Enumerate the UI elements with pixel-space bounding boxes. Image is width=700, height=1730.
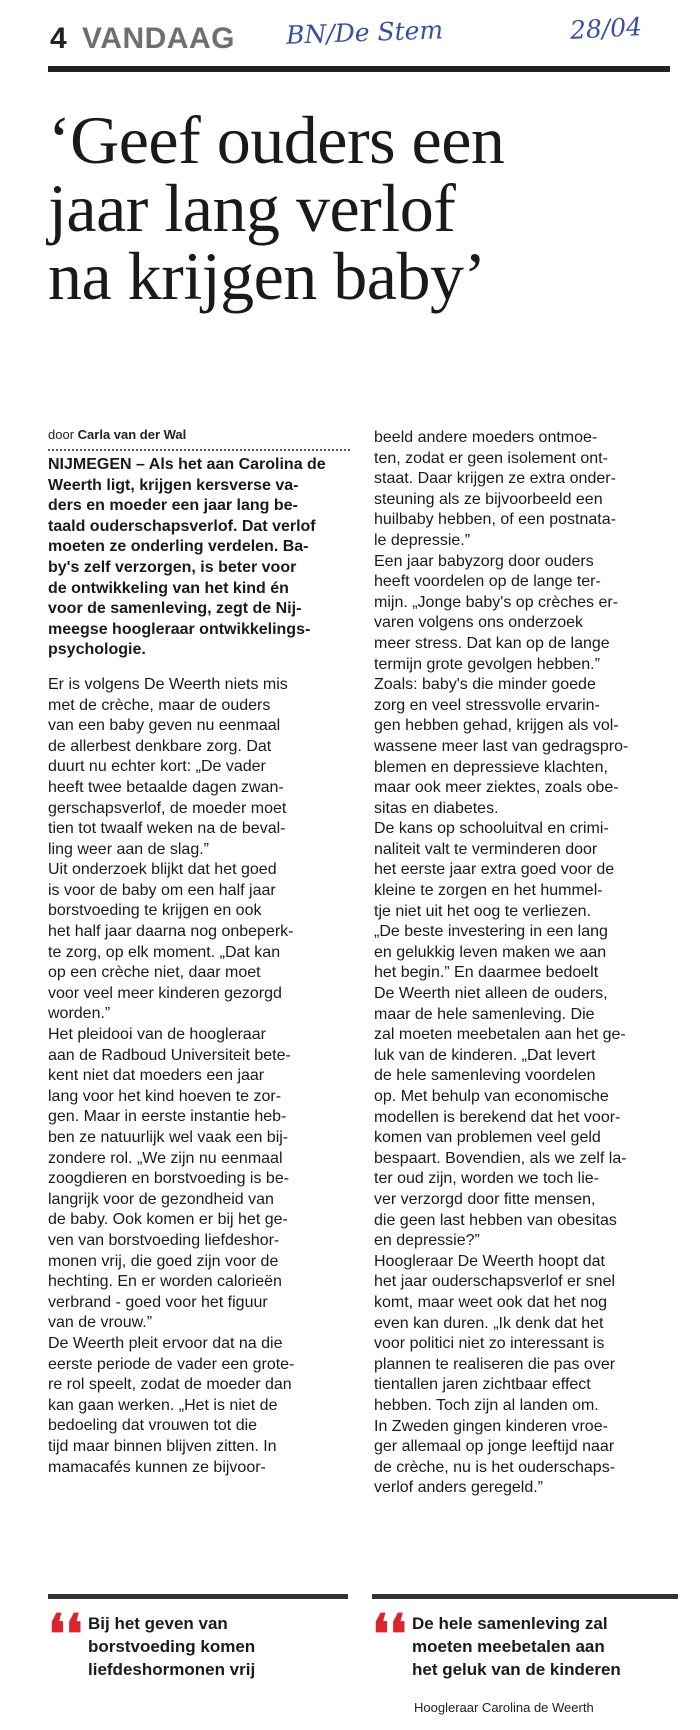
text-line: verbrand - goed voor het figuur <box>48 1293 268 1311</box>
text-line: beeld andere moeders ontmoe- <box>374 429 598 446</box>
pullquote-line: borstvoeding komen <box>88 1637 256 1656</box>
text-line: kent niet dat moeders een jaar <box>48 1067 265 1085</box>
text-line: sitas en diabetes. <box>374 799 499 817</box>
text-line: blemen en depressieve klachten, <box>374 758 608 776</box>
text-line: bedoeling dat vrouwen tot die <box>48 1417 258 1435</box>
text-line: voor politici niet zo interessant is <box>374 1335 605 1353</box>
page-number: 4 <box>50 22 67 55</box>
byline <box>48 427 186 442</box>
headline-line: ‘Geef ouders een <box>48 102 505 178</box>
text-line: mamacafés kunnen ze bijvoor- <box>48 1458 266 1476</box>
text-line: lang voor het kind hoeven te zor- <box>48 1087 282 1105</box>
text-line: tijd maar binnen blijven zitten. In <box>48 1437 277 1455</box>
text-line: langrijk voor de gezondheid van <box>48 1190 274 1208</box>
text-line: taald ouderschapsverlof. Dat verlof <box>48 517 316 535</box>
text-line: modellen is berekend dat het voor- <box>374 1108 621 1126</box>
pullquote-rule-left <box>48 1594 348 1599</box>
text-line: meegse hoogleraar ontwikkelings- <box>48 620 311 638</box>
quote-mark-icon: ❛❛ <box>372 1605 407 1665</box>
text-line: Er is volgens De Weerth niets mis <box>48 675 288 693</box>
text-line: bespaart. Bovendien, als we zelf la- <box>374 1149 627 1167</box>
text-line: borstvoeding te krijgen en ook <box>48 902 262 920</box>
paragraph-gap <box>48 661 358 675</box>
text-line: de baby. Ook komen er bij het ge- <box>48 1211 288 1229</box>
pullquote-line: het geluk van de kinderen <box>412 1660 621 1679</box>
text-line: staat. Daar krijgen ze extra onder- <box>374 470 616 488</box>
text-line: heeft voordelen op de lange ter- <box>374 573 601 591</box>
text-line: hebben. Toch zijn al landen om. <box>374 1396 599 1414</box>
pullquote-line: moeten meebetalen aan <box>412 1637 605 1656</box>
text-line: ger allemaal op jonge leeftijd naar <box>374 1438 615 1456</box>
text-line: wassene meer last van gedragspro- <box>374 737 629 755</box>
text-line: In Zweden gingen kinderen vroe- <box>374 1417 608 1435</box>
headline-line: jaar lang verlof <box>48 170 456 246</box>
text-line: met de crèche, maar de ouders <box>48 696 271 714</box>
text-line: gerschapsverlof, de moeder moet <box>48 799 287 817</box>
text-line: tientallen jaren zichtbaar effect <box>374 1376 591 1394</box>
section-name: VANDAAG <box>82 22 235 55</box>
text-line: ling weer aan de slag.” <box>48 840 209 858</box>
text-line: psychologie. <box>48 641 146 659</box>
pullquote-left <box>48 1605 348 1714</box>
text-line: steuning als ze bijvoorbeeld een <box>374 490 603 508</box>
text-line: voor veel meer kinderen gezorgd <box>48 984 282 1002</box>
pullquote-line: De hele samenleving zal <box>412 1614 608 1633</box>
quote-mark-icon: ❛❛ <box>48 1605 83 1665</box>
text-line: Uit onderzoek blijkt dat het goed <box>48 861 277 879</box>
text-line: De Weerth pleit ervoor dat na die <box>48 1334 283 1352</box>
text-line: en depressie?” <box>374 1232 480 1250</box>
headline <box>48 102 678 314</box>
text-line: NIJMEGEN – Als het aan Carolina de <box>48 456 326 473</box>
text-line: zoogdieren en borstvoeding is be- <box>48 1170 290 1188</box>
text-line: „De beste investering in een lang <box>374 923 608 941</box>
text-line: ven van borstvoeding liefdeshor- <box>48 1231 280 1249</box>
text-line: le depressie.” <box>374 531 471 549</box>
article-body-left <box>48 675 358 1478</box>
pullquote-line: Bij het geven van <box>88 1614 228 1633</box>
text-line: varen volgens ons onderzoek <box>374 614 584 632</box>
article-body-right <box>374 428 676 1499</box>
text-line: gen hebben gehad, krijgen als vol- <box>374 717 619 735</box>
text-line: van de vrouw.” <box>48 1314 153 1332</box>
text-line: plannen te realiseren die pas over <box>374 1355 616 1373</box>
text-line: Het pleidooi van de hoogleraar <box>48 1026 266 1044</box>
text-line: luk van de kinderen. „Dat levert <box>374 1046 596 1064</box>
text-line: zorg en veel stressvolle ervarin- <box>374 696 600 714</box>
text-line: meer stress. Dat kan op de lange <box>374 634 610 652</box>
text-line: op. Met behulp van economische <box>374 1088 609 1105</box>
text-line: ten, zodat er geen isolement ont- <box>374 449 608 467</box>
byline-author: Carla van der Wal <box>77 427 187 442</box>
text-line: verlof anders geregeld.” <box>374 1479 543 1497</box>
text-line: worden.” <box>48 1005 111 1023</box>
text-line: maar ook meer ziektes, zoals obe- <box>374 779 619 797</box>
text-line: heeft twee betaalde dagen zwan- <box>48 778 284 796</box>
text-line: tje niet uit het oog te verliezen. <box>374 902 592 920</box>
headline-line: na krijgen baby’ <box>48 238 486 314</box>
text-line: De kans op schooluitval en crimi- <box>374 820 609 838</box>
text-line: tien tot twaalf weken na de beval- <box>48 820 286 838</box>
text-line: te zorg, op elk moment. „Dat kan <box>48 943 281 961</box>
text-line: is voor de baby om een half jaar <box>48 881 276 899</box>
page-header <box>48 14 668 62</box>
article-column-left <box>48 455 358 1478</box>
text-line: Hoogleraar De Weerth hoopt dat <box>374 1252 605 1270</box>
text-line: ders en moeder een jaar lang be- <box>48 497 298 515</box>
text-line: gen. Maar in eerste instantie heb- <box>48 1108 287 1126</box>
byline-divider <box>48 449 350 451</box>
text-line: Een jaar babyzorg door ouders <box>374 552 594 570</box>
text-line: re rol speelt, zodat de moeder dan <box>48 1376 292 1394</box>
text-line: het half jaar daarna nog onbeperk- <box>48 923 294 941</box>
text-line: zal moeten meebetalen aan het ge- <box>374 1026 626 1044</box>
text-line: huilbaby hebben, of een postnata- <box>374 511 616 529</box>
text-line: ter oud zijn, worden we toch lie- <box>374 1170 599 1188</box>
text-line: voor de samenleving, zegt de Nij- <box>48 600 302 618</box>
text-line: mijn. „Jonge baby's op crèches er- <box>374 593 619 611</box>
text-line: ver verzorgd door fitte mensen, <box>374 1190 596 1208</box>
text-line: de ontwikkeling van het kind én <box>48 579 289 597</box>
text-line: eerste periode de vader een grote- <box>48 1355 295 1373</box>
text-line: maar de hele samenleving. Die <box>374 1005 595 1023</box>
text-line: aan de Radboud Universiteit bete- <box>48 1046 291 1064</box>
text-line: op een crèche niet, daar moet <box>48 964 261 982</box>
pullquote-line: liefdeshormonen vrij <box>88 1660 256 1679</box>
text-line: en gelukkig leven maken we aan <box>374 943 607 961</box>
text-line: het eerste jaar extra goed voor de <box>374 861 615 879</box>
text-line: komt, maar weet ook dat het nog <box>374 1293 608 1311</box>
text-line: termijn grote gevolgen hebben.” <box>374 655 600 673</box>
text-line: moeten ze onderling verdelen. Ba- <box>48 538 309 556</box>
text-line: het jaar ouderschapsverlof er snel <box>374 1273 616 1291</box>
byline-prefix: door <box>48 427 75 442</box>
text-line: de hele samenleving voordelen <box>374 1067 596 1085</box>
article-column-right <box>374 428 676 1499</box>
text-line: monen vrij, die goed zijn voor de <box>48 1252 279 1270</box>
text-line: even kan duren. „Ik denk dat het <box>374 1314 604 1332</box>
text-line: de allerbest denkbare zorg. Dat <box>48 737 272 755</box>
text-line: komen van problemen veel geld <box>374 1129 601 1147</box>
text-line: hechting. En er worden calorieën <box>48 1273 282 1291</box>
pullquote-rule-right <box>372 1594 678 1599</box>
text-line: De Weerth niet alleen de ouders, <box>374 985 608 1003</box>
text-line: kleine te zorgen en het hummel- <box>374 882 603 900</box>
text-line: Zoals: baby's die minder goede <box>374 676 596 694</box>
text-line: duurt nu echter kort: „De vader <box>48 758 266 776</box>
text-line: by's zelf verzorgen, is beter voor <box>48 558 297 576</box>
text-line: die geen last hebben van obesitas <box>374 1211 617 1229</box>
text-line: kan gaan werken. „Het is niet de <box>48 1396 278 1414</box>
handwritten-source-note: BN/De Stem <box>285 15 444 50</box>
text-line: ben ze natuurlijk wel vaak een bij- <box>48 1129 289 1146</box>
article-lead <box>48 455 358 661</box>
text-line: Weerth ligt, krijgen kersverse va- <box>48 476 299 494</box>
text-line: het begin.” En daarmee bedoelt <box>374 964 599 982</box>
text-line: zondere rol. „We zijn nu eenmaal <box>48 1149 283 1167</box>
handwritten-date-note: 28/04 <box>569 12 643 45</box>
text-line: van een baby geven nu eenmaal <box>48 717 281 735</box>
text-line: naliteit valt te verminderen door <box>374 840 598 858</box>
pullquote-attribution: Hoogleraar Carolina de Weerth <box>414 1700 594 1715</box>
header-rule <box>48 66 670 72</box>
text-line: de crèche, nu is het ouderschaps- <box>374 1458 616 1476</box>
